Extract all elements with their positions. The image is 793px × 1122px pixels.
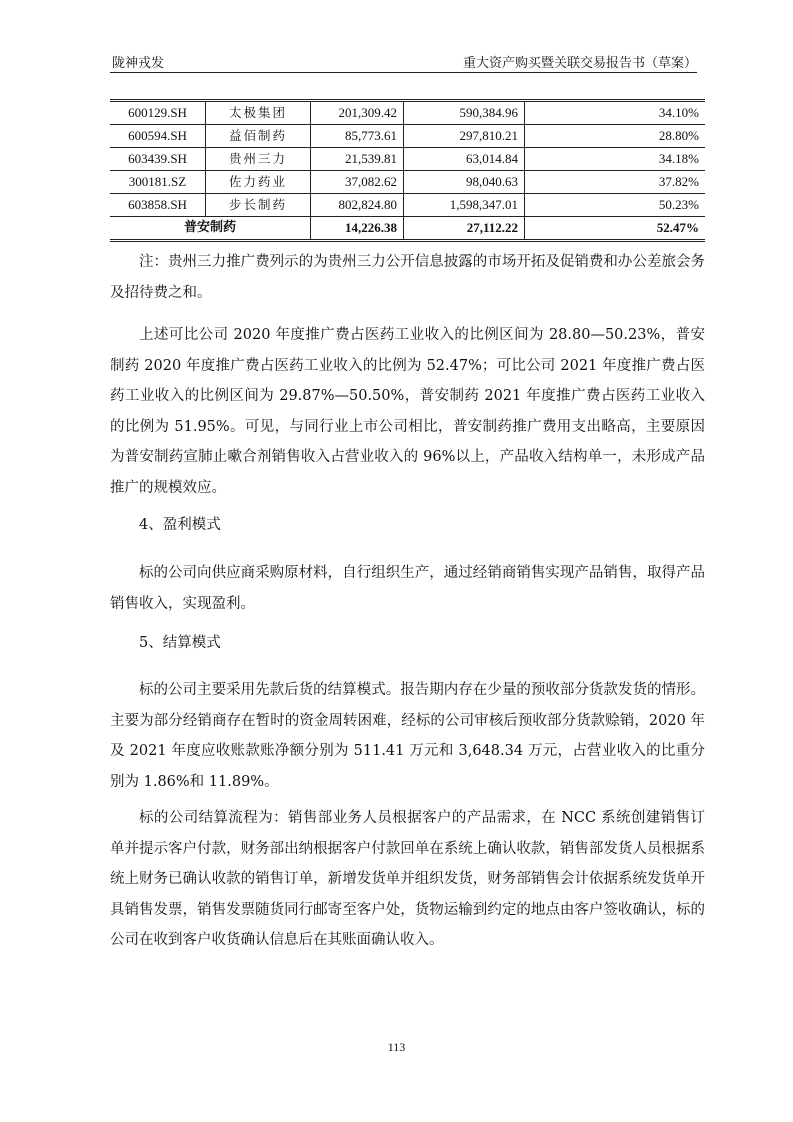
- stock-code-cell: 603439.SH: [110, 148, 206, 171]
- ratio-cell: 28.80%: [525, 125, 706, 148]
- table-row: [110, 194, 705, 217]
- revenue-cell: 590,384.96: [404, 101, 525, 125]
- table-row: [110, 101, 705, 125]
- revenue-cell: 27,112.22: [404, 217, 525, 241]
- company-name-cell: 贵州三力: [206, 148, 311, 171]
- section-heading-profit-model: [110, 510, 705, 541]
- stock-code-cell: 300181.SZ: [110, 171, 206, 194]
- header-document-title: 重大资产购买暨关联交易报告书（草案）: [462, 56, 697, 71]
- revenue-cell: 98,040.63: [404, 171, 525, 194]
- settlement-process-paragraph: [110, 803, 705, 956]
- table-row: [110, 125, 705, 148]
- promotion-comparison-paragraph: [110, 320, 705, 503]
- page-header: [110, 50, 697, 73]
- stock-code-cell: 603858.SH: [110, 194, 206, 217]
- table-note-text: 注：贵州三力推广费列示的为贵州三力公开信息披露的市场开拓及促销费和办公差旅会务及招待费之和。: [110, 254, 705, 301]
- comparable-companies-table: [110, 99, 705, 242]
- heading-text: 4、盈利模式: [139, 517, 221, 533]
- company-name-cell: 益佰制药: [206, 125, 311, 148]
- promo-fee-cell: 14,226.38: [311, 217, 404, 241]
- ratio-cell: 37.82%: [525, 171, 706, 194]
- promo-fee-cell: 37,082.62: [311, 171, 404, 194]
- paragraph-text: 标的公司向供应商采购原材料，自行组织生产，通过经销商销售实现产品销售，取得产品销售收入，实现盈利。: [110, 565, 705, 612]
- stock-code-cell: 600594.SH: [110, 125, 206, 148]
- company-name-cell: 步长制药: [206, 194, 311, 217]
- ratio-cell: 50.23%: [525, 194, 706, 217]
- promo-fee-cell: 802,824.80: [311, 194, 404, 217]
- table-row: [110, 171, 705, 194]
- paragraph-text: 标的公司结算流程为：销售部业务人员根据客户的产品需求，在 NCC 系统创建销售订单并提示客户付款，财务部出纳根据客户付款回单在系统上确认收款，销售部发货人员根据系统上财务已确认收款的销售订单，新增发货单并组织发货，财务部销售会计依据系统发货单开具销售发票，销售发票随货同行邮寄至客户处，货物运输到约定的地点由客户签收确认，标的公司在收到客户收货确认信息后在其账面确认收入。: [110, 810, 705, 948]
- heading-text: 5、结算模式: [139, 635, 221, 651]
- ratio-cell: 34.10%: [525, 101, 706, 125]
- promo-fee-cell: 21,539.81: [311, 148, 404, 171]
- paragraph-text: 标的公司主要采用先款后货的结算模式。报告期内存在少量的预收部分货款发货的情形。主要为部分经销商存在暂时的资金周转困难，经标的公司审核后预收部分货款赊销，2020 年及 2021 年度应收账款账净额分别为 511.41 万元和 3,648.34 万元，占营业收入的比重分别为 1.86%和 11.89%。: [110, 682, 705, 790]
- ratio-cell: 34.18%: [525, 148, 706, 171]
- profit-model-paragraph: [110, 558, 705, 619]
- table-note: [110, 247, 705, 308]
- table-row: [110, 148, 705, 171]
- target-company-name-cell: 普安制药: [110, 217, 311, 241]
- header-company-name: 陇神戎发: [112, 56, 165, 71]
- revenue-cell: 63,014.84: [404, 148, 525, 171]
- stock-code-cell: 600129.SH: [110, 101, 206, 125]
- promo-fee-cell: 201,309.42: [311, 101, 404, 125]
- paragraph-text: 上述可比公司 2020 年度推广费占医药工业收入的比例区间为 28.80—50.23%，普安制药 2020 年度推广费占医药工业收入的比例为 52.47%；可比公司 2021 年度推广费占医药工业收入的比例区间为 29.87%—50.50%，普安制药 2021 年度推广费占医药工业收入的比例为 51.95%。可见，与同行业上市公司相比，普安制药推广费用支出略高，主要原因为普安制药宣肺止嗽合剂销售收入占营业收入的 96%以上，产品收入结构单一，未形成产品推广的规模效应。: [110, 327, 705, 496]
- section-heading-settlement-model: [110, 628, 705, 659]
- company-name-cell: 太极集团: [206, 101, 311, 125]
- table-total-row: [110, 217, 705, 241]
- settlement-model-paragraph: [110, 675, 705, 797]
- promo-fee-cell: 85,773.61: [311, 125, 404, 148]
- ratio-cell: 52.47%: [525, 217, 706, 241]
- revenue-cell: 297,810.21: [404, 125, 525, 148]
- page-number: 113: [387, 1040, 406, 1054]
- company-name-cell: 佐力药业: [206, 171, 311, 194]
- revenue-cell: 1,598,347.01: [404, 194, 525, 217]
